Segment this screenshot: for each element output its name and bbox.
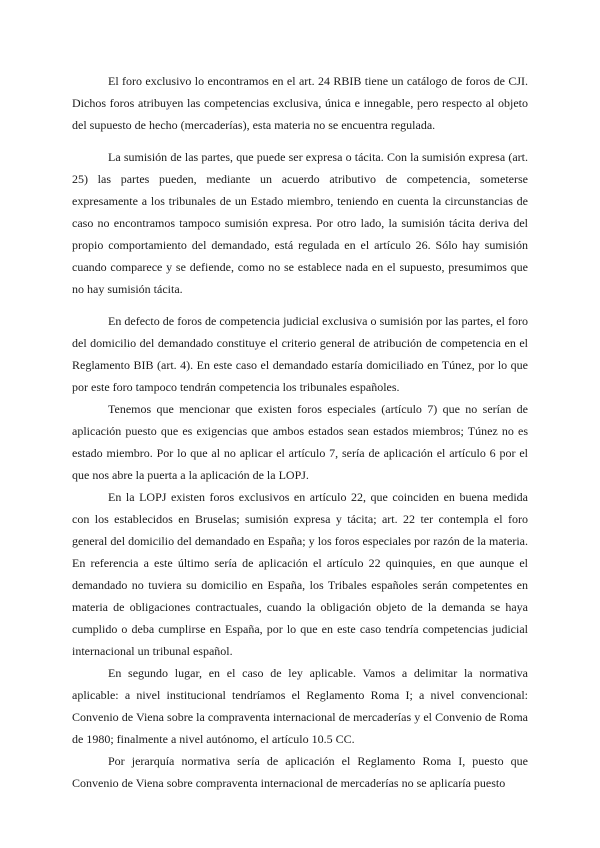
paragraph-applicable-law: En segundo lugar, en el caso de ley aplicable. Vamos a delimitar la normativa aplicable: a nivel institucional tendríamos el Reglamento Roma I; a nivel convencional: Convenio de Viena sobre la compraventa internacional de mercaderías y el Convenio de Roma de 1980; finalmente a nivel autónomo, el artículo 10.5 CC. — [72, 666, 528, 746]
paragraph-special-forums: Tenemos que mencionar que existen foros especiales (artículo 7) que no serían de aplicación puesto que es exigencias que ambos estados sean estados miembros; Túnez no es estado miembro. Por lo que al no aplicar el artículo 7, sería de aplicación el artículo 6 por el que nos abre la puerta a la aplicación de la LOPJ. — [72, 402, 528, 482]
paragraph-exclusive-forum: El foro exclusivo lo encontramos en el art. 24 RBIB tiene un catálogo de foros de CJI. Dichos foros atribuyen las competencias exclusiva, única e innegable, pero respecto al objeto del supuesto de hecho (mercaderías), esta materia no se encuentra regulada. — [72, 74, 528, 132]
paragraph-defendant-domicile: En defecto de foros de competencia judicial exclusiva o sumisión por las partes, el foro del domicilio del demandado constituye el criterio general de atribución de competencia en el Reglamento BIB (art. 4). En este caso el demandado estaría domiciliado en Túnez, por lo que por este foro tampoco tendrán competencia los tribunales españoles. — [72, 314, 528, 394]
paragraph-submission: La sumisión de las partes, que puede ser expresa o tácita. Con la sumisión expresa (art. 25) las partes pueden, mediante un acuerdo atributivo de competencia, someterse expresamente a los tribunales de un Estado miembro, teniendo en cuenta la circunstancias de caso no encontramos tampoco sumisión expresa. Por otro lado, la sumisión tácita deriva del propio comportamiento del demandado, está regulada en el artículo 26. Sólo hay sumisión cuando comparece y se defiende, como no se establece nada en el supuesto, presumimos que no hay sumisión tácita. — [72, 150, 528, 296]
paragraph-hierarchy: Por jerarquía normativa sería de aplicación el Reglamento Roma I, puesto que Convenio de Viena sobre compraventa internacional de mercaderías no se aplicaría puesto — [72, 754, 528, 790]
paragraph-lopj: En la LOPJ existen foros exclusivos en artículo 22, que coinciden en buena medida con los establecidos en Bruselas; sumisión expresa y tácita; art. 22 ter contempla el foro general del domicilio del demandado en España; y los foros especiales por razón de la materia. En referencia a este último sería de aplicación el artículo 22 quinquies, en que aunque el demandado no tuviera su domicilio en España, los Tribales españoles serán competentes en materia de obligaciones contractuales, cuando la obligación objeto de la demanda se haya cumplido o deba cumplirse en España, por lo que en este caso tendría competencias judicial internacional un tribunal español. — [72, 490, 528, 658]
document-body — [72, 70, 528, 794]
